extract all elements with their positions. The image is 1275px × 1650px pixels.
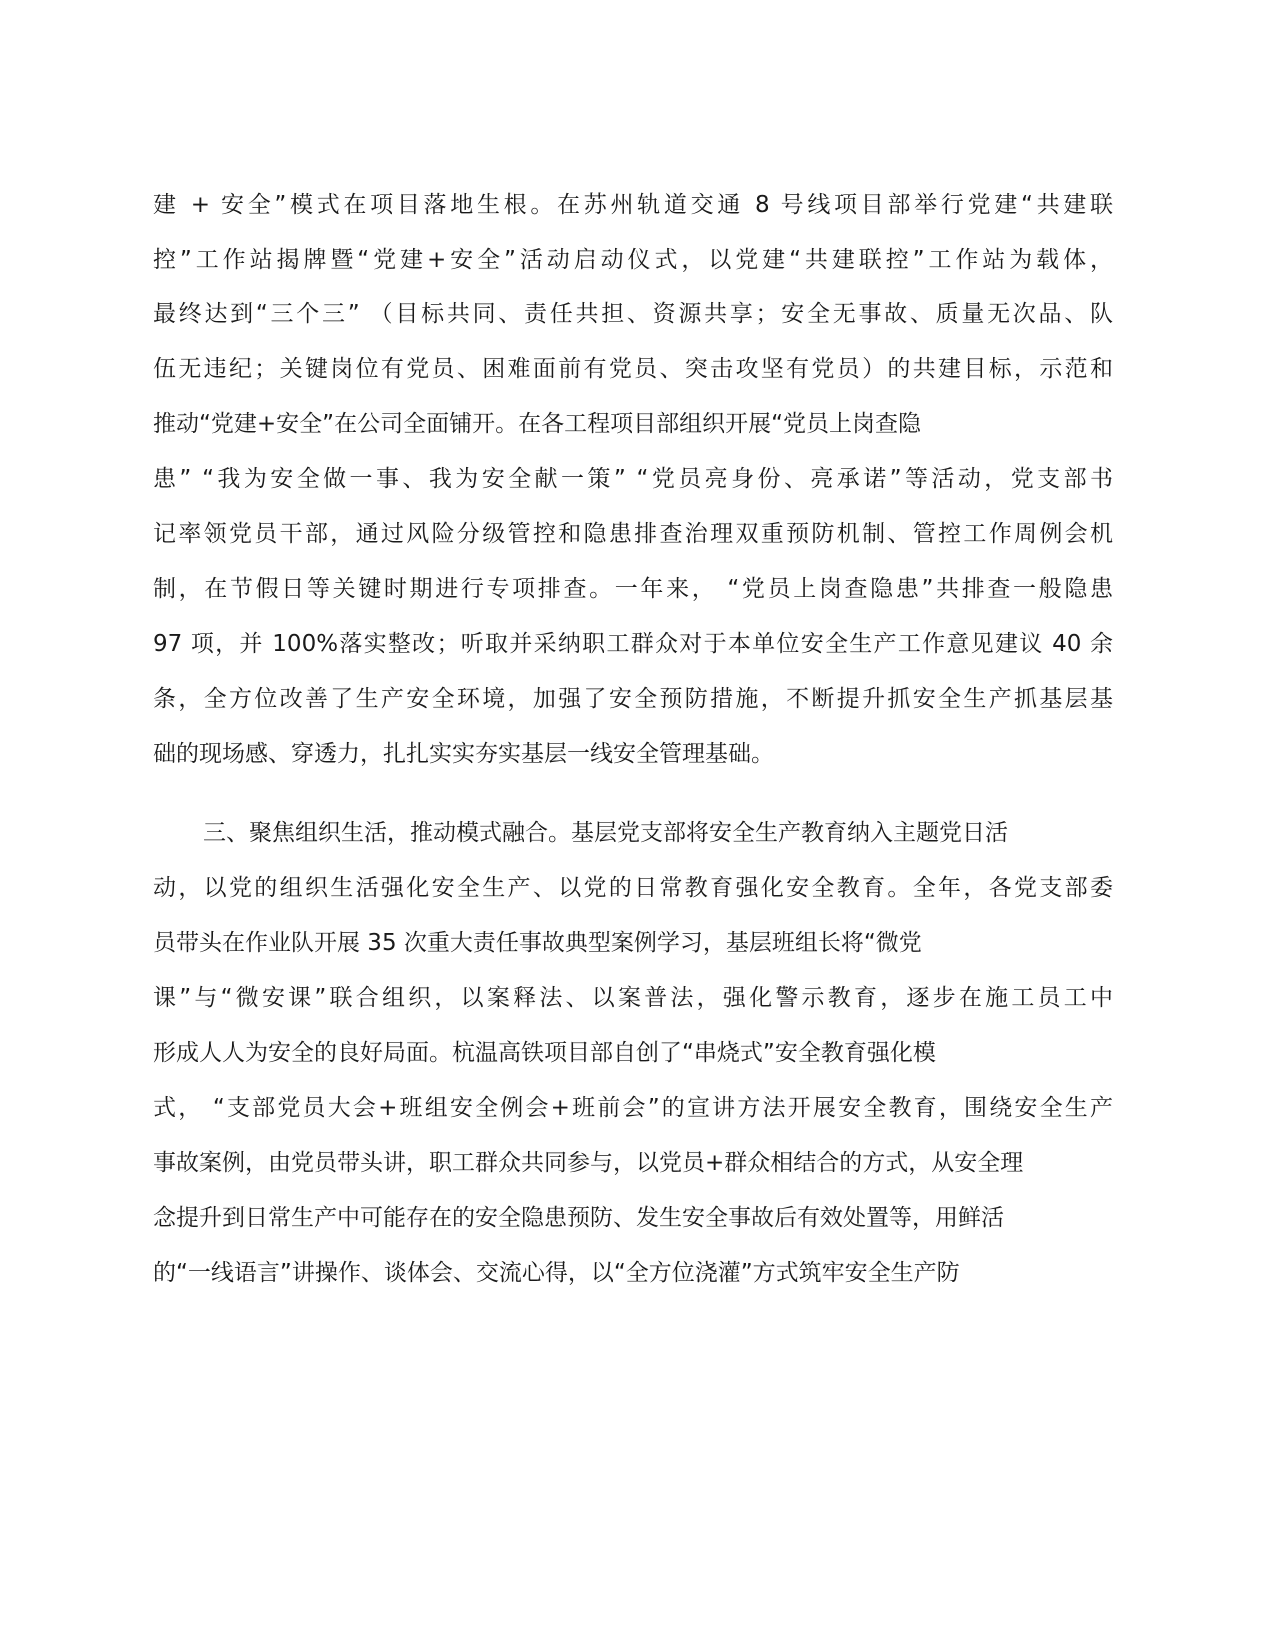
text-line: 条，全方位改善了生产安全环境，加强了安全预防措施，不断提升抓安全生产抓基层基 (153, 686, 1113, 712)
text-line: 念提升到日常生产中可能存在的安全隐患预防、发生安全事故后有效处置等，用鲜活 (153, 1205, 1004, 1231)
text-line: 控”工作站揭牌暨“党建+安全”活动启动仪式，以党建“共建联控”工作站为载体， (153, 247, 1113, 273)
text-line: 础的现场感、穿透力，扎扎实实夯实基层一线安全管理基础。 (153, 741, 774, 767)
text-line: 事故案例，由党员带头讲，职工群众共同参与，以党员+群众相结合的方式，从安全理 (153, 1150, 1024, 1176)
text-line: 患” “我为安全做一事、我为安全献一策” “党员亮身份、亮承诺”等活动，党支部书 (153, 466, 1113, 492)
text-line: 推动“党建+安全”在公司全面铺开。在各工程项目部组织开展“党员上岗查隐 (153, 411, 922, 437)
text-line: 员带头在作业队开展 35 次重大责任事故典型案例学习，基层班组长将“微党 (153, 930, 922, 956)
text-line: 课”与“微安课”联合组织，以案释法、以案普法，强化警示教育，逐步在施工员工中 (153, 985, 1113, 1011)
text-line: 的“一线语言”讲操作、谈体会、交流心得，以“全方位浇灌”方式筑牢安全生产防 (153, 1260, 960, 1286)
text-line: 式， “支部党员大会+班组安全例会+班前会”的宣讲方法开展安全教育，围绕安全生产 (153, 1095, 1113, 1121)
text-line: 97 项，并 100%落实整改；听取并采纳职工群众对于本单位安全生产工作意见建议 40 余 (153, 631, 1113, 657)
text-line: 制，在节假日等关键时期进行专项排查。一年来， “党员上岗查隐患”共排查一般隐患 (153, 576, 1113, 602)
text-line: 形成人人为安全的良好局面。杭温高铁项目部自创了“串烧式”安全教育强化模 (153, 1040, 936, 1066)
text-line: 建 + 安全”模式在项目落地生根。在苏州轨道交通 8 号线项目部举行党建“共建联 (153, 192, 1113, 218)
text-line: 最终达到“三个三” （目标共同、责任共担、资源共享；安全无事故、质量无次品、队 (153, 301, 1113, 327)
text-line: 记率领党员干部，通过风险分级管控和隐患排查治理双重预防机制、管控工作周例会机 (153, 521, 1113, 547)
text-line: 伍无违纪；关键岗位有党员、困难面前有党员、突击攻坚有党员）的共建目标，示范和 (153, 356, 1113, 382)
text-line: 三、聚焦组织生活，推动模式融合。基层党支部将安全生产教育纳入主题党日活 (203, 820, 1008, 846)
text-line: 动，以党的组织生活强化安全生产、以党的日常教育强化安全教育。全年，各党支部委 (153, 875, 1113, 901)
